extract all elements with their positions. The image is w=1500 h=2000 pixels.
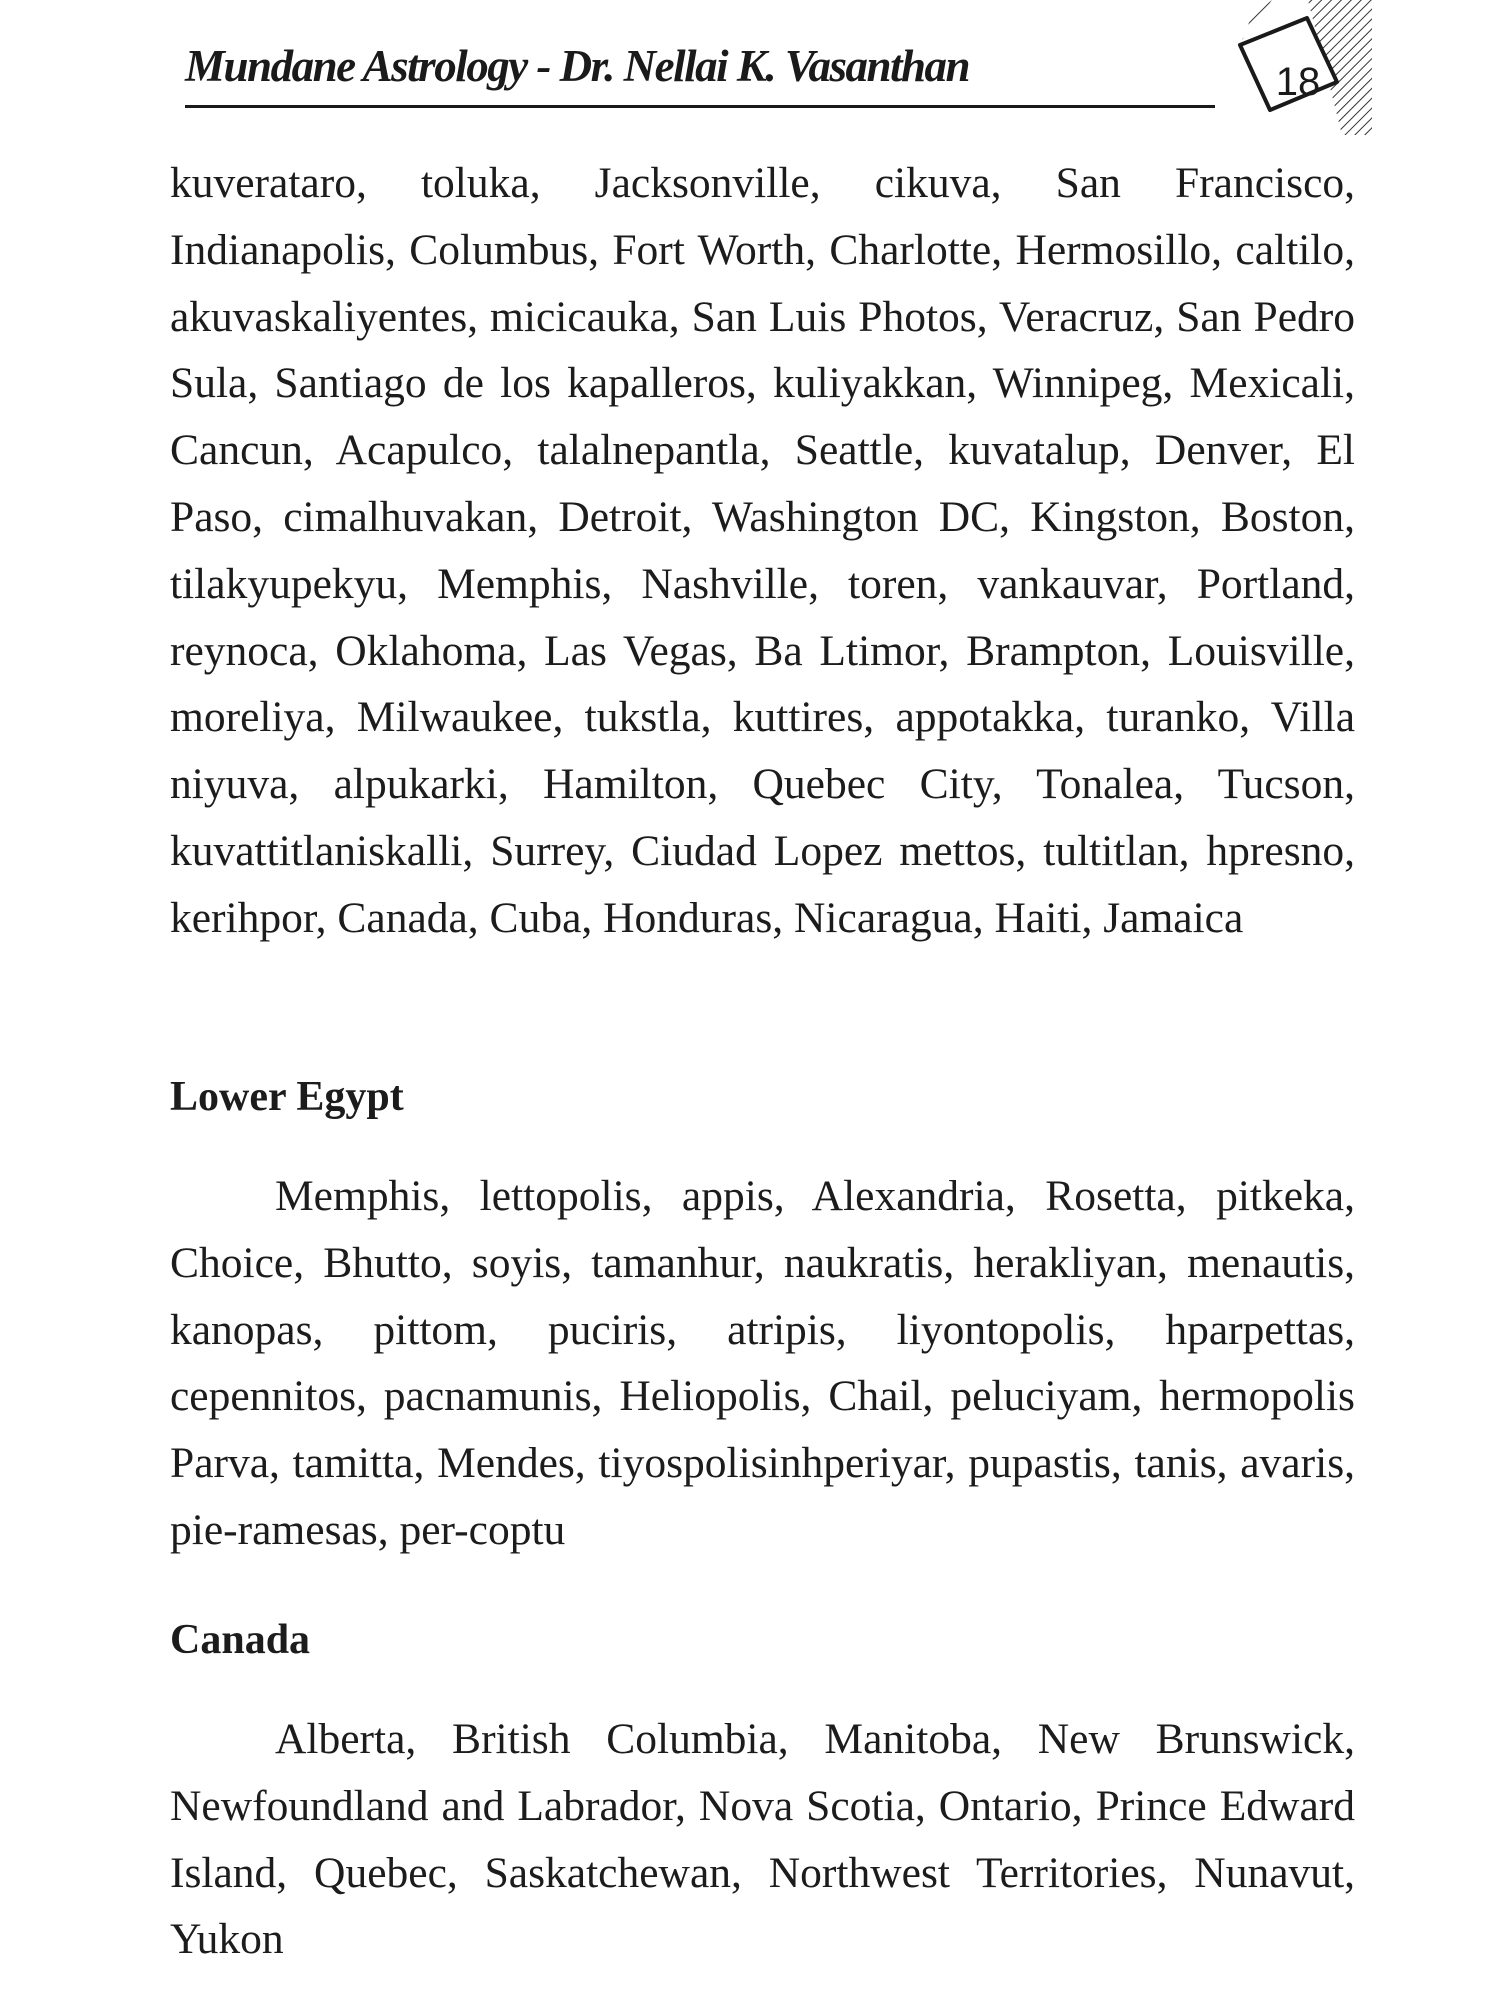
heading-lower-egypt: Lower Egypt xyxy=(170,1074,404,1120)
intro-paragraph: kuverataro, toluka, Jacksonville, cikuva, San Francisco, Indianapolis, Columbus, Fort Worth, Charlotte, Hermosillo, caltilo, akuvaskaliyentes, micicauka, San Luis Photos, Veracruz, San Pedro Sula, Santiago de los kapalleros, kuliyakkan, Winnipeg, Mexicali, Cancun, Acapulco, talalnepantla, Seattle, kuvatalup, Denver, El Paso, cimalhuvakan, Detroit, Washington DC, Kingston, Boston, tilakyupekyu, Memphis, Nashville, toren, vankauvar, Portland, reynoca, Oklahoma, Las Vegas, Ba Ltimor, Brampton, Louisville, moreliya, Milwaukee, tukstla, kuttires, appotakka, turanko, Villa niyuva, alpukarki, Hamilton, Quebec City, Tonalea, Tucson, kuvattitlaniskalli, Surrey, Ciudad Lopez mettos, tultitlan, hpresno, kerihpor, Canada, Cuba, Honduras, Nicaragua, Haiti, Jamaica xyxy=(170,159,1355,942)
running-header-title: Mundane Astrology - Dr. Nellai K. Vasanthan xyxy=(185,41,970,91)
header-rule xyxy=(185,105,1215,108)
page-number: 18 xyxy=(1275,60,1321,104)
canada-paragraph: Alberta, British Columbia, Manitoba, New Brunswick, Newfoundland and Labrador, Nova Scotia, Ontario, Prince Edward Island, Quebec, Saskatchewan, Northwest Territories, Nunavut, Yukon xyxy=(170,1715,1355,1964)
heading-canada: Canada xyxy=(170,1617,311,1663)
lower-egypt-paragraph: Memphis, lettopolis, appis, Alexandria, Rosetta, pitkeka, Choice, Bhutto, soyis, tamanhur, naukratis, herakliyan, menautis, kanopas, pittom, puciris, atripis, liyontopolis, hparpettas, cepennitos, pacnamunis, Heliopolis, Chail, peluciyam, hermopolis Parva, tamitta, Mendes, tiyospolisinhperiyar, pupastis, tanis, avaris, pie-ramesas, per-coptu xyxy=(170,1172,1355,1554)
